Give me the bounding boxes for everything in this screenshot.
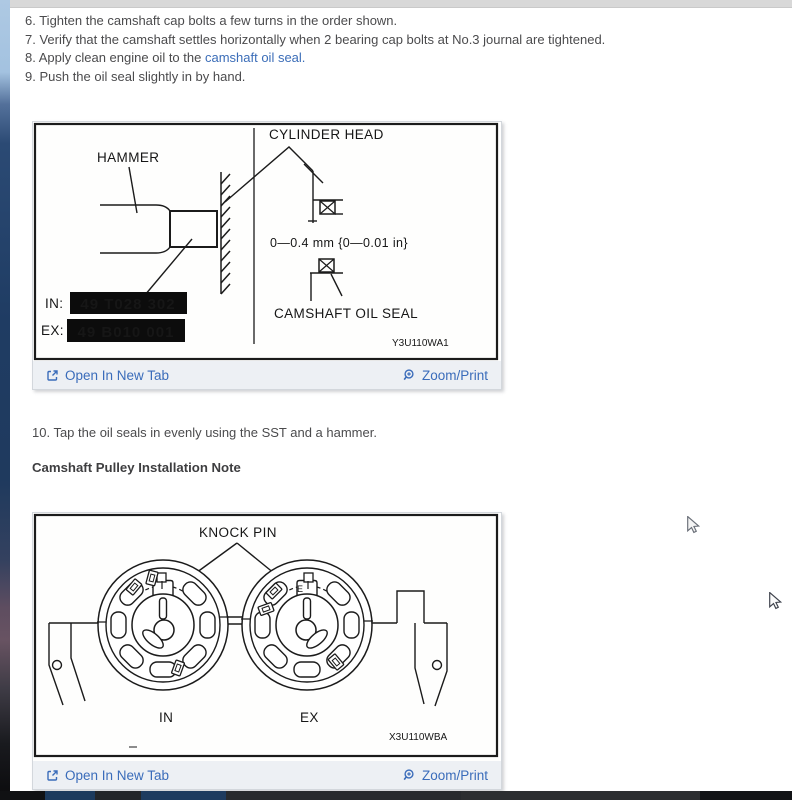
camshaft-oil-seal-detail [310, 259, 343, 301]
figure-panel-oil-seal [32, 121, 502, 390]
step-6-text: 6. Tighten the camshaft cap bolts a few turns in the order shown. [25, 13, 398, 28]
step-6 [25, 12, 605, 31]
ex-pulley-label: EX [300, 710, 319, 725]
zoom-print-link[interactable] [403, 368, 488, 383]
open-in-new-tab-link[interactable] [46, 768, 169, 783]
zoom-print-label: Zoom/Print [421, 767, 488, 783]
camshaft-oil-seal-link[interactable]: camshaft oil seal. [204, 50, 306, 65]
procedure-steps [25, 12, 605, 86]
section-heading: Camshaft Pulley Installation Note [32, 460, 241, 475]
step-8 [25, 49, 605, 68]
mouse-cursor [768, 592, 782, 610]
right-bracket [372, 591, 447, 706]
left-bracket [49, 623, 98, 705]
top-window-edge [10, 0, 792, 8]
figure2-toolbar [33, 761, 501, 789]
taskbar [0, 791, 792, 800]
step-10 [32, 425, 377, 440]
figure1-toolbar [33, 361, 501, 389]
knock-pin-label: KNOCK PIN [199, 525, 277, 540]
open-in-new-tab-label: Open In New Tab [65, 367, 170, 383]
figure-panel-camshaft-pulley [32, 512, 502, 790]
desktop-wallpaper-strip [0, 0, 10, 800]
step-9 [25, 68, 605, 87]
figure1-code: Y3U110WA1 [392, 338, 449, 349]
open-in-new-tab-icon [46, 369, 59, 382]
hammer-drawing [100, 167, 217, 295]
open-in-new-tab-icon [46, 769, 59, 782]
step-10-text: 10. Tap the oil seals in evenly using the SST and a hammer. [32, 425, 377, 440]
exhaust-pulley [241, 560, 373, 690]
in-pulley-label: IN [159, 710, 174, 725]
center-link [228, 617, 242, 624]
step-9-text: 9. Push the oil seal slightly in by hand. [25, 68, 246, 84]
taskbar-item [45, 791, 95, 800]
step-7 [25, 31, 605, 50]
ex-part-number: 49 B010 001 [77, 324, 175, 341]
hammer-label: HAMMER [97, 150, 160, 165]
intake-pulley [97, 560, 229, 690]
measurement-label: 0—0.4 mm {0—0.01 in} [270, 236, 408, 250]
figure2-code: X3U110WBA [389, 732, 448, 743]
zoom-print-link[interactable] [403, 768, 488, 783]
step-7-text: 7. Verify that the camshaft settles horizontally when 2 bearing cap bolts at No.3 journal are tightened. [25, 31, 606, 47]
step-8-text: 8. Apply clean engine oil to the [25, 50, 205, 65]
cylinder-head-pointer [225, 147, 323, 223]
camshaft-oil-seal-label: CAMSHAFT OIL SEAL [274, 306, 419, 321]
e-mark-label: E [297, 584, 304, 594]
zoom-print-label: Zoom/Print [421, 367, 488, 383]
cylinder-head-label: CYLINDER HEAD [269, 127, 384, 142]
camshaft-pulley-diagram [33, 513, 499, 761]
taskbar-item [141, 791, 226, 800]
in-label: IN: [45, 296, 64, 311]
ex-label: EX: [41, 323, 64, 338]
open-in-new-tab-label: Open In New Tab [65, 767, 170, 783]
zoom-print-icon [403, 769, 416, 782]
open-in-new-tab-link[interactable] [46, 368, 169, 383]
in-part-number: 49 T028 302 [80, 296, 176, 313]
mouse-cursor [686, 516, 700, 534]
oil-seal-diagram [33, 122, 499, 361]
zoom-print-icon [403, 369, 416, 382]
cylinder-head-wall [221, 172, 230, 294]
